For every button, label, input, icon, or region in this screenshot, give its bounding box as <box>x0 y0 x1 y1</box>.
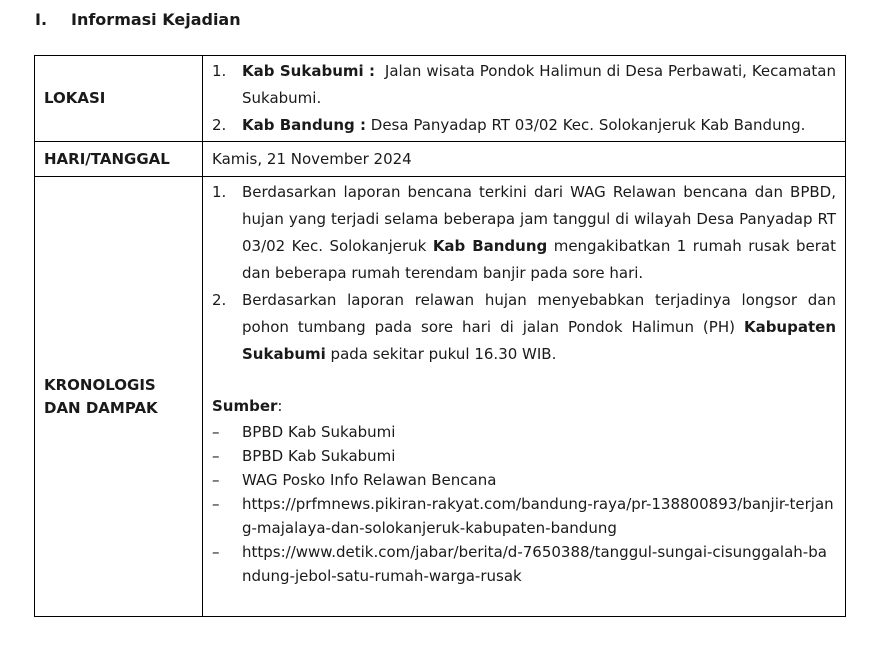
dash-bullet: – <box>212 423 220 441</box>
row-lokasi <box>35 56 846 142</box>
source-text: https://prfmnews.pikiran-rakyat.com/bandung-raya/pr-138800893/banjir-terjang-majalaya-dan-solokanjeruk-kabupaten-bandung <box>242 495 834 537</box>
sumber-heading <box>212 393 836 420</box>
tanggal-label: HARI/TANGGAL <box>35 142 203 177</box>
row-kronologis <box>35 177 846 617</box>
incident-table <box>34 55 846 617</box>
kronologis-label <box>35 177 203 617</box>
source-text: BPBD Kab Sukabumi <box>242 423 396 441</box>
source-item <box>212 420 836 444</box>
item-number: 1. <box>212 62 227 80</box>
source-item <box>212 492 836 540</box>
kronologis-label-line1: KRONOLOGIS <box>44 375 156 394</box>
kronologis-content <box>203 177 846 617</box>
kronologis-label-line2: DAN DAMPAK <box>44 398 158 417</box>
item-text: Berdasarkan laporan bencana terkini dari WAG Relawan bencana dan BPBD, hujan yang terjadi selama beberapa jam tanggul di wilayah Desa Panyadap RT 03/02 Kec. Solokanjeruk <box>242 183 836 255</box>
lokasi-item <box>212 58 841 112</box>
item-place: Kab Bandung : <box>242 116 366 134</box>
source-item <box>212 540 836 588</box>
dash-bullet: – <box>212 471 220 489</box>
section-heading <box>35 10 241 29</box>
lokasi-item <box>212 112 836 139</box>
item-text: pada sekitar pukul 16.30 WIB. <box>325 345 557 363</box>
tanggal-value: Kamis, 21 November 2024 <box>203 142 846 177</box>
sumber-label: Sumber <box>212 397 278 415</box>
dash-bullet: – <box>212 543 220 561</box>
dash-bullet: – <box>212 447 220 465</box>
lokasi-content <box>203 56 846 142</box>
item-bold-text: Kabupaten Sukabumi <box>242 318 836 363</box>
item-number: 2. <box>212 116 227 134</box>
lokasi-label: LOKASI <box>35 56 203 142</box>
item-bold-text: Kab Bandung <box>432 237 548 255</box>
item-text: Desa Panyadap RT 03/02 Kec. Solokanjeruk Kab Bandung. <box>366 116 806 134</box>
item-text: Jalan wisata Pondok Halimun di Desa Perbawati, Kecamatan Sukabumi. <box>242 62 841 107</box>
item-number: 2. <box>212 291 227 309</box>
section-number: I. <box>35 10 48 29</box>
source-text: WAG Posko Info Relawan Bencana <box>242 471 497 489</box>
item-place: Kab Sukabumi : <box>242 62 376 80</box>
source-item <box>212 468 836 492</box>
dash-bullet: – <box>212 495 220 513</box>
row-tanggal <box>35 142 846 177</box>
source-text: BPBD Kab Sukabumi <box>242 447 396 465</box>
source-list <box>212 420 836 614</box>
item-text: Berdasarkan laporan relawan hujan menyebabkan terjadinya longsor dan pohon tumbang pada sore hari di jalan Pondok Halimun (PH) <box>242 291 836 336</box>
kronologis-item <box>212 287 836 368</box>
section-title: Informasi Kejadian <box>71 10 241 29</box>
source-text: https://www.detik.com/jabar/berita/d-7650388/tanggul-sungai-cisunggalah-bandung-jebol-satu-rumah-warga-rusak <box>242 543 827 585</box>
item-number: 1. <box>212 183 227 201</box>
item-text: mengakibatkan 1 rumah rusak berat dan beberapa rumah terendam banjir pada sore hari. <box>242 237 836 282</box>
source-item <box>212 444 836 468</box>
kronologis-item <box>212 179 836 287</box>
sumber-colon: : <box>277 397 283 415</box>
